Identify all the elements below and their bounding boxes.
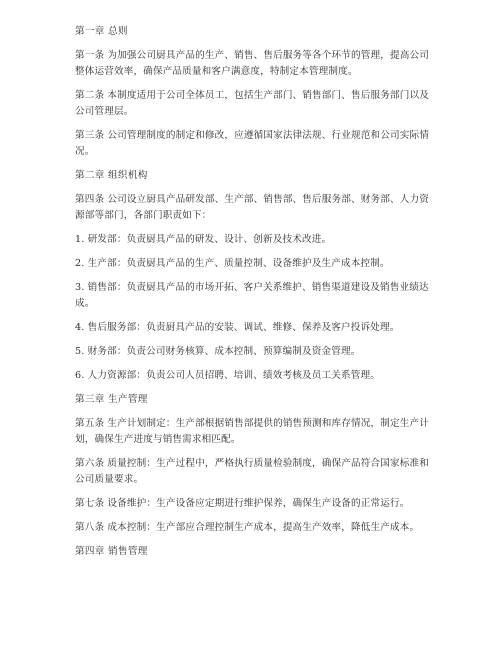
article-paragraph: 第二条 本制度适用于公司全体员工，包括生产部门、销售部门、售后服务部门以及公司管理层。 bbox=[75, 90, 429, 117]
chapter-heading: 第三章 生产管理 bbox=[75, 394, 148, 405]
chapter-heading: 第一章 总则 bbox=[75, 26, 128, 37]
document-body bbox=[75, 24, 435, 568]
article-paragraph: 第四条 公司设立厨具产品研发部、生产部、销售部、售后服务部、财务部、人力资源部等部门，各部门职责如下： bbox=[75, 194, 429, 221]
list-item: 5. 财务部：负责公司财务核算、成本控制、预算编制及资金管理。 bbox=[75, 346, 361, 357]
article-paragraph: 第五条 生产计划制定：生产部根据销售部提供的销售预测和库存情况，制定生产计划，确保生产进度与销售需求相匹配。 bbox=[75, 418, 429, 445]
list-item: 2. 生产部：负责厨具产品的生产、质量控制、设备维护及生产成本控制。 bbox=[75, 258, 390, 269]
article-paragraph: 第八条 成本控制：生产部应合理控制生产成本，提高生产效率，降低生产成本。 bbox=[75, 522, 420, 533]
article-paragraph: 第三条 公司管理制度的制定和修改，应遵循国家法律法规、行业规范和公司实际情况。 bbox=[75, 130, 429, 157]
chapter-heading: 第二章 组织机构 bbox=[75, 170, 148, 181]
list-item: 1. 研发部：负责厨具产品的研发、设计、创新及技术改进。 bbox=[75, 234, 332, 245]
list-item: 6. 人力资源部：负责公司人员招聘、培训、绩效考核及员工关系管理。 bbox=[75, 370, 380, 381]
list-item: 3. 销售部：负责厨具产品的市场开拓、客户关系维护、销售渠道建设及销售业绩达成。 bbox=[75, 282, 429, 309]
article-paragraph: 第六条 质量控制：生产过程中，严格执行质量检验制度，确保产品符合国家标准和公司质量要求。 bbox=[75, 458, 429, 485]
article-paragraph: 第七条 设备维护：生产设备应定期进行维护保养，确保生产设备的正常运行。 bbox=[75, 498, 410, 509]
list-item: 4. 售后服务部：负责厨具产品的安装、调试、维修、保养及客户投诉处理。 bbox=[75, 322, 400, 333]
chapter-heading: 第四章 销售管理 bbox=[75, 546, 148, 557]
article-paragraph: 第一条 为加强公司厨具产品的生产、销售、售后服务等各个环节的管理，提高公司整体运营效率，确保产品质量和客户满意度，特制定本管理制度。 bbox=[75, 50, 429, 77]
